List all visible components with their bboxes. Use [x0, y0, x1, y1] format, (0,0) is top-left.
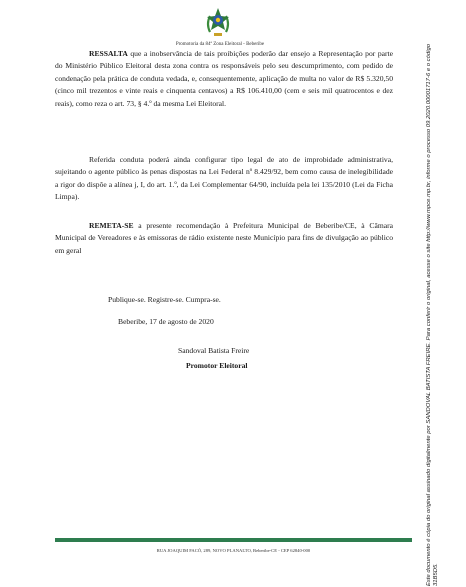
signer-title: Promotor Eleitoral [186, 361, 248, 370]
paragraph-text: a presente recomendação à Prefeitura Municipal de Beberibe/CE, à Câmara Municipal de Vereadores e às emissoras de rádio existente neste Município para fins de divulgação ao público em geral [55, 221, 393, 255]
digital-signature-note: Este documento é cópia do original assinado digitalmente por SANDOVAL BATISTA FREIRE. Para conferir o original, acesse o site http://www.mpce.mp.br, informe o processo 09.2020.00001717-6 e o código 31B5D5. [426, 43, 439, 586]
paragraph-improbidade [55, 154, 393, 204]
footer-address: RUA JOAQUIM FACÓ, 289, NOVO PLANALTO, Beberibe-CE - CEP 62840-000 [156, 548, 311, 553]
paragraph-text: que a inobservância de tais proibições poderão dar ensejo a Representação por parte do Ministério Público Eleitoral desta zona contra os responsáveis pelo seu descumprimento, com pedido de condenação pela prática de conduta vedada, e, consequentemente, aplicação de multa no valor de R$ 5.320,50 (cinco mil trezentos e vinte reais e cinquenta centavos) a R$ 106.410,00 (cem e seis mil quatrocentos e dez reais), como reza o art. 73, § 4.º da mesma Lei Eleitoral. [55, 49, 393, 108]
paragraph-ressalta [55, 48, 393, 110]
paragraph-lead: REMETA-SE [89, 221, 134, 230]
signer-name: Sandoval Batista Freire [178, 346, 250, 355]
coat-of-arms-icon [204, 6, 232, 38]
institution-header: Promotoria da 84ª Zona Eleitoral - Beberibe [175, 42, 265, 47]
footer-bar [55, 538, 412, 542]
publish-line: Publique-se. Registre-se. Cumpra-se. [108, 295, 221, 304]
paragraph-remeta [55, 220, 393, 257]
place-date: Beberibe, 17 de agosto de 2020 [118, 317, 214, 326]
paragraph-lead: RESSALTA [89, 49, 128, 58]
paragraph-text: Referida conduta poderá ainda configurar tipo legal de ato de improbidade administrativa, sujeitando o agente público às penas dispostas na Lei Federal nº 8.429/92, bem como causa de inelegibilidade a rigor do dispõe a alínea j, I, do art. 1.º, da Lei Complementar 64/90, incluída pela lei 135/2010 (Lei da Ficha Limpa). [55, 155, 393, 202]
